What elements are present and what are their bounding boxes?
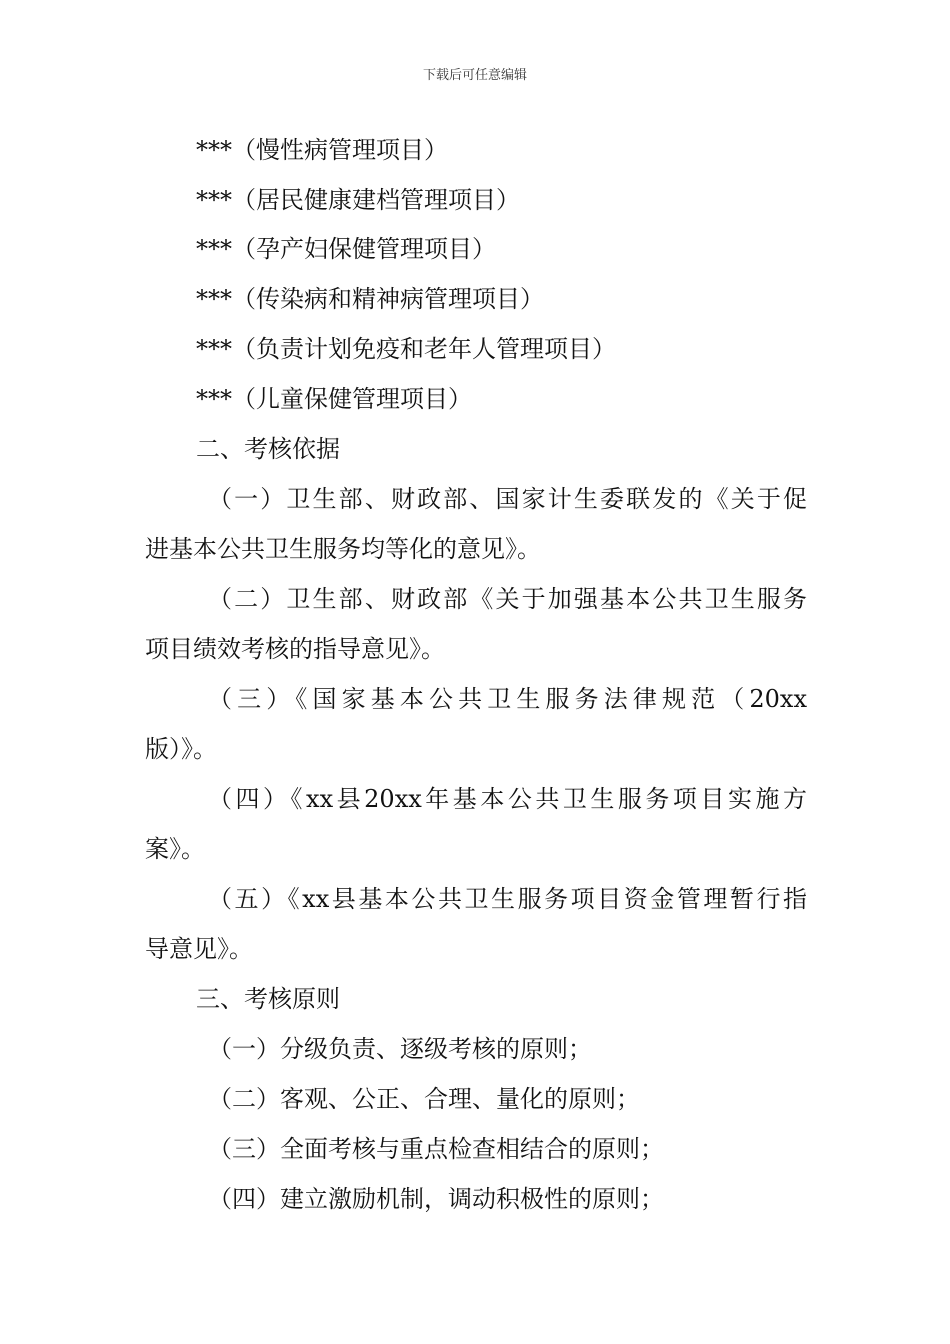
basis-item-continuation: 进基本公共卫生服务均等化的意见》。: [145, 535, 541, 563]
staff-item: ***（儿童保健管理项目）: [196, 385, 472, 413]
basis-item-first-line: （五）《xx县基本公共卫生服务项目资金管理暂行指: [208, 885, 807, 913]
staff-item: ***（慢性病管理项目）: [196, 136, 448, 164]
staff-item: ***（孕产妇保健管理项目）: [196, 235, 496, 263]
page-header: 下载后可任意编辑: [422, 68, 527, 83]
section-heading: 三、考核原则: [196, 985, 340, 1013]
basis-item-first-line: （三）《国家基本公共卫生服务法律规范（20xx: [208, 685, 807, 713]
staff-item: ***（负责计划免疫和老年人管理项目）: [196, 335, 616, 363]
staff-item: ***（居民健康建档管理项目）: [196, 186, 520, 214]
basis-item-first-line: （一）卫生部、财政部、国家计生委联发的《关于促: [208, 485, 807, 513]
basis-item-continuation: 版）》。: [145, 735, 217, 763]
basis-item-continuation: 导意见》。: [145, 935, 253, 963]
basis-item-first-line: （二）卫生部、财政部《关于加强基本公共卫生服务: [208, 585, 807, 613]
basis-item-continuation: 项目绩效考核的指导意见》。: [145, 635, 445, 663]
principle-item: （三）全面考核与重点检查相结合的原则；: [208, 1135, 664, 1163]
principle-item: （一）分级负责、逐级考核的原则；: [208, 1035, 592, 1063]
staff-item: ***（传染病和精神病管理项目）: [196, 285, 544, 313]
principle-item: （四）建立激励机制，调动积极性的原则；: [208, 1185, 664, 1213]
section-heading: 二、考核依据: [196, 435, 340, 463]
principle-item: （二）客观、公正、合理、量化的原则；: [208, 1085, 640, 1113]
basis-item-first-line: （四）《xx县20xx年基本公共卫生服务项目实施方: [208, 785, 807, 813]
basis-item-continuation: 案》。: [145, 835, 205, 863]
